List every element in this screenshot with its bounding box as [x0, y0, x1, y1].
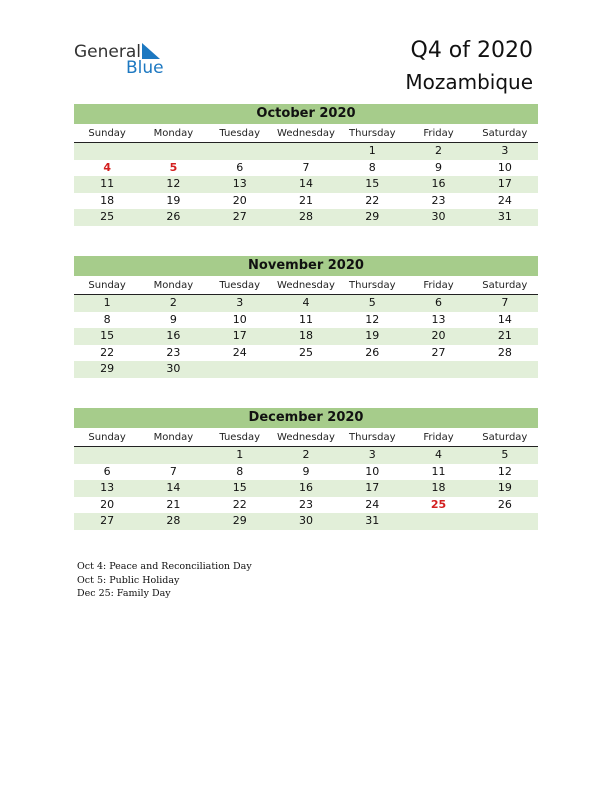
- day-cell: 9: [435, 160, 443, 174]
- day-cell: [207, 361, 273, 378]
- day-cell: 10: [232, 312, 247, 326]
- day-cell: 21: [298, 193, 313, 207]
- day-cell: 12: [365, 312, 380, 326]
- week-row: [74, 447, 538, 464]
- weekday-label: Tuesday: [219, 432, 261, 443]
- day-cell: 18: [298, 329, 313, 342]
- day-cell: 28: [298, 210, 313, 223]
- day-cell: 5: [169, 160, 178, 174]
- week-row: [74, 328, 538, 345]
- day-cell: [273, 361, 339, 378]
- day-cell: [339, 361, 405, 378]
- weekday-label: Friday: [423, 280, 454, 291]
- day-cell: 28: [497, 345, 512, 359]
- day-cell: [273, 143, 339, 160]
- day-cell: 24: [365, 497, 380, 511]
- day-cell: [405, 361, 471, 378]
- day-cell: 20: [100, 497, 115, 511]
- day-cell: 10: [497, 160, 512, 174]
- day-cell: 3: [236, 296, 244, 309]
- day-cell: 15: [100, 329, 115, 342]
- day-cell: 19: [365, 329, 380, 342]
- week-row: [74, 143, 538, 160]
- day-cell: 17: [232, 329, 247, 342]
- day-cell: 12: [166, 177, 181, 190]
- week-row: [74, 176, 538, 193]
- week-row: [74, 497, 538, 514]
- day-cell: 22: [365, 193, 380, 207]
- day-cell: [74, 143, 140, 160]
- day-cell: [140, 447, 206, 464]
- day-cell: 1: [103, 296, 111, 309]
- day-cell: 13: [100, 481, 115, 494]
- day-cell: 23: [166, 345, 181, 359]
- month-november: [74, 256, 538, 378]
- holiday-note: Oct 4: Peace and Reconciliation Day: [77, 561, 252, 572]
- day-cell: 11: [298, 312, 313, 326]
- day-cell: [207, 143, 273, 160]
- week-row: [74, 345, 538, 362]
- day-cell: 11: [100, 177, 115, 190]
- day-cell: 14: [497, 312, 512, 326]
- logo-triangle-icon: [142, 43, 160, 59]
- day-cell: 4: [435, 448, 443, 461]
- logo-text-general: General: [74, 42, 141, 62]
- weekday-label: Sunday: [88, 432, 126, 443]
- day-cell: 1: [368, 144, 376, 157]
- weekday-label: Monday: [153, 128, 194, 139]
- day-cell: 9: [169, 312, 177, 326]
- month-december: [74, 408, 538, 530]
- weekday-label: Sunday: [88, 280, 126, 291]
- day-cell: 18: [100, 193, 115, 207]
- week-row: [74, 160, 538, 177]
- week-row: [74, 209, 538, 226]
- day-cell: [74, 447, 140, 464]
- weekday-label: Tuesday: [219, 280, 261, 291]
- weekday-header-row: [74, 278, 538, 295]
- day-cell: 30: [166, 362, 181, 375]
- day-cell: 16: [298, 481, 313, 494]
- day-cell: 2: [435, 144, 443, 157]
- day-cell: 28: [166, 514, 181, 527]
- weekday-label: Monday: [153, 280, 194, 291]
- day-cell: 19: [166, 193, 181, 207]
- month-header: December 2020: [74, 408, 538, 428]
- weekday-header-row: [74, 430, 538, 447]
- day-cell: 6: [103, 464, 111, 478]
- week-row: [74, 312, 538, 329]
- day-cell: 11: [431, 464, 446, 478]
- week-row: [74, 361, 538, 378]
- day-cell: 25: [430, 497, 447, 511]
- weekday-label: Monday: [153, 432, 194, 443]
- holiday-notes: [77, 560, 252, 601]
- day-cell: 24: [232, 345, 247, 359]
- weekday-label: Friday: [423, 128, 454, 139]
- day-cell: 26: [497, 497, 512, 511]
- weekday-label: Wednesday: [277, 280, 335, 291]
- day-cell: 15: [365, 177, 380, 190]
- month-header: October 2020: [74, 104, 538, 124]
- day-cell: 30: [298, 514, 313, 527]
- day-cell: 13: [431, 312, 446, 326]
- month-days: [74, 143, 538, 226]
- day-cell: 31: [497, 210, 512, 223]
- day-cell: 27: [431, 345, 446, 359]
- day-cell: 15: [232, 481, 247, 494]
- holiday-note: Dec 25: Family Day: [77, 588, 171, 599]
- weekday-label: Wednesday: [277, 432, 335, 443]
- day-cell: 25: [298, 345, 313, 359]
- day-cell: 26: [365, 345, 380, 359]
- day-cell: 4: [103, 160, 111, 174]
- day-cell: 27: [232, 210, 247, 223]
- day-cell: 4: [302, 296, 310, 309]
- day-cell: 6: [236, 160, 244, 174]
- weekday-header-row: [74, 126, 538, 143]
- day-cell: 29: [100, 362, 115, 375]
- weekday-label: Wednesday: [277, 128, 335, 139]
- day-cell: 8: [103, 312, 111, 326]
- day-cell: 25: [100, 210, 115, 223]
- day-cell: 1: [236, 448, 244, 461]
- day-cell: [472, 513, 538, 530]
- day-cell: 17: [365, 481, 380, 494]
- day-cell: 3: [368, 448, 376, 461]
- day-cell: 29: [232, 514, 247, 527]
- day-cell: 14: [298, 177, 313, 190]
- day-cell: 10: [365, 464, 380, 478]
- day-cell: 8: [368, 160, 376, 174]
- day-cell: 5: [501, 448, 509, 461]
- week-row: [74, 480, 538, 497]
- day-cell: 9: [302, 464, 310, 478]
- day-cell: 8: [236, 464, 244, 478]
- day-cell: 20: [232, 193, 247, 207]
- week-row: [74, 513, 538, 530]
- logo-text-blue: Blue: [126, 58, 164, 78]
- weekday-label: Sunday: [88, 128, 126, 139]
- day-cell: 20: [431, 329, 446, 342]
- week-row: [74, 295, 538, 312]
- month-days: [74, 295, 538, 378]
- day-cell: 2: [169, 296, 177, 309]
- day-cell: 16: [431, 177, 446, 190]
- day-cell: 17: [497, 177, 512, 190]
- day-cell: 7: [501, 296, 509, 309]
- day-cell: 16: [166, 329, 181, 342]
- day-cell: 24: [497, 193, 512, 207]
- day-cell: 7: [302, 160, 310, 174]
- weekday-label: Tuesday: [219, 128, 261, 139]
- day-cell: 18: [431, 481, 446, 494]
- weekday-label: Friday: [423, 432, 454, 443]
- day-cell: 14: [166, 481, 181, 494]
- weekday-label: Saturday: [482, 128, 528, 139]
- day-cell: 3: [501, 144, 509, 157]
- day-cell: 6: [435, 296, 443, 309]
- weekday-label: Thursday: [349, 128, 396, 139]
- day-cell: 23: [431, 193, 446, 207]
- day-cell: 30: [431, 210, 446, 223]
- weekday-label: Thursday: [349, 280, 396, 291]
- holiday-note: Oct 5: Public Holiday: [77, 574, 180, 586]
- month-header: November 2020: [74, 256, 538, 276]
- day-cell: 12: [497, 464, 512, 478]
- day-cell: 29: [365, 210, 380, 223]
- day-cell: 23: [298, 497, 313, 511]
- day-cell: 21: [166, 497, 181, 511]
- week-row: [74, 193, 538, 210]
- weekday-label: Saturday: [482, 280, 528, 291]
- day-cell: 21: [497, 329, 512, 342]
- day-cell: [472, 361, 538, 378]
- day-cell: 31: [365, 514, 380, 527]
- day-cell: [140, 143, 206, 160]
- day-cell: 22: [232, 497, 247, 511]
- country-name: Mozambique: [405, 70, 533, 94]
- day-cell: 7: [169, 464, 177, 478]
- weekday-label: Saturday: [482, 432, 528, 443]
- day-cell: [405, 513, 471, 530]
- day-cell: 22: [100, 345, 115, 359]
- page-title: Q4 of 2020: [410, 38, 533, 63]
- week-row: [74, 464, 538, 481]
- day-cell: 2: [302, 448, 310, 461]
- generalblue-logo: [74, 40, 174, 80]
- weekday-label: Thursday: [349, 432, 396, 443]
- day-cell: 13: [232, 177, 247, 190]
- day-cell: 27: [100, 514, 115, 527]
- day-cell: 19: [497, 481, 512, 494]
- day-cell: 5: [368, 296, 376, 309]
- month-october: [74, 104, 538, 226]
- month-days: [74, 447, 538, 530]
- day-cell: 26: [166, 210, 181, 223]
